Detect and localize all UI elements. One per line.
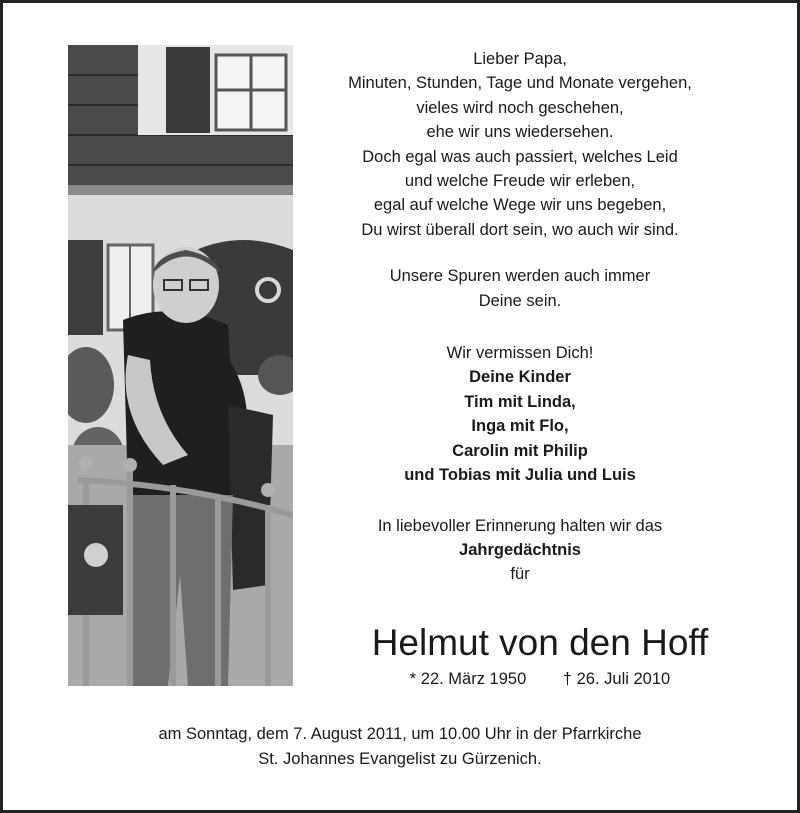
birth-date: * 22. März 1950 <box>409 670 527 688</box>
deceased-name: Helmut von den Hoff <box>371 622 709 663</box>
poem-line: vieles wird noch geschehen, <box>416 98 624 117</box>
portrait-photo <box>68 45 293 686</box>
family-line: Inga mit Flo, <box>471 417 569 436</box>
poem-line: Doch egal was auch passiert, welches Leid <box>362 147 678 166</box>
service-line: am Sonntag, dem 7. August 2011, um 10.00 Uhr in der Pfarrkirche <box>158 725 642 743</box>
memorial-event: Jahrgedächtnis <box>459 540 581 559</box>
poem-line: Du wirst überall dort sein, wo auch wir sind. <box>361 220 679 239</box>
family-line: Deine Kinder <box>469 368 571 387</box>
family-line: Tim mit Linda, <box>464 392 576 411</box>
poem-line: egal auf welche Wege wir uns begeben, <box>373 196 667 215</box>
poem-line: Lieber Papa, <box>473 50 567 68</box>
family-line: und Tobias mit Julia und Luis <box>404 466 636 485</box>
life-dates <box>300 670 780 689</box>
poem-line: ehe wir uns wiedersehen. <box>426 123 614 142</box>
service-line: St. Johannes Evangelist zu Gürzenich. <box>258 750 542 768</box>
miss-line: Wir vermissen Dich! <box>446 344 594 363</box>
footsteps-line: Unsere Spuren werden auch immer <box>389 267 651 286</box>
footsteps-line: Deine sein. <box>478 291 562 310</box>
service-info <box>0 722 800 772</box>
memorial-intro: In liebevoller Erinnerung halten wir das <box>377 516 663 535</box>
poem-line: und welche Freude wir erleben, <box>404 172 636 191</box>
portrait-illustration <box>68 45 293 686</box>
poem-block <box>300 47 740 587</box>
family-line: Carolin mit Philip <box>452 441 588 460</box>
death-date: † 26. Juli 2010 <box>562 670 671 688</box>
memorial-for: für <box>510 565 530 584</box>
poem-line: Minuten, Stunden, Tage und Monate vergehen, <box>348 74 692 93</box>
